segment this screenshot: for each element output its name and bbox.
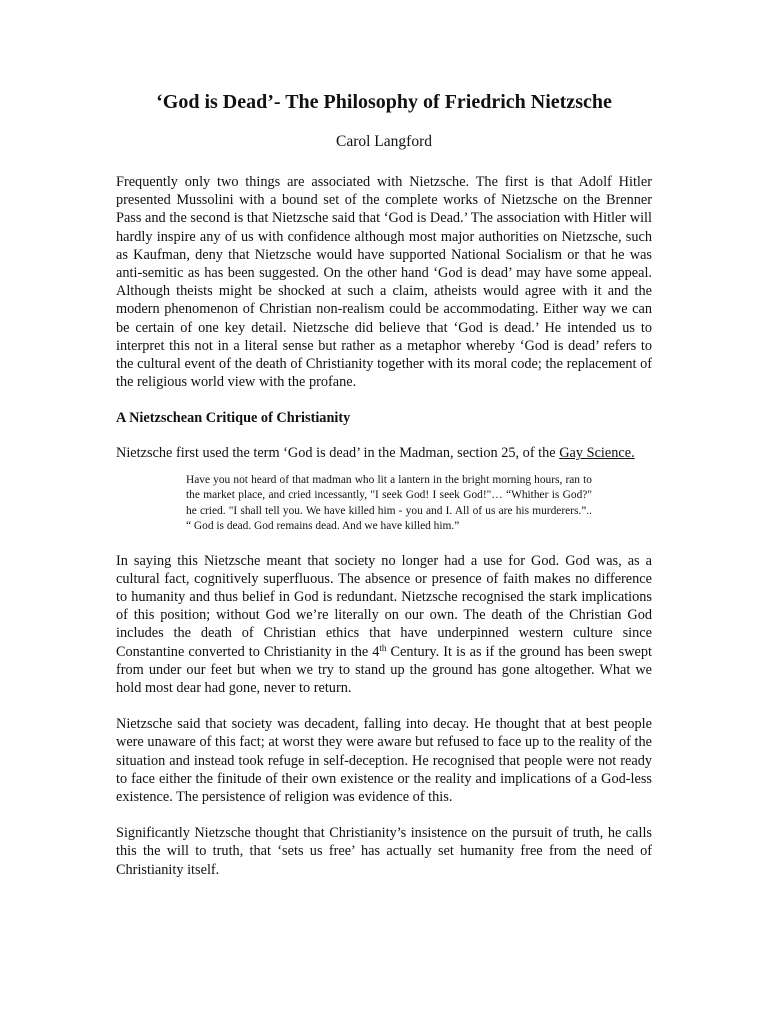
paragraph-text-part-2: Century. It is as if the ground has been swept from under our feet but when we try to stand up the ground has gone altogether. What we hold most dear had gone, never to return. xyxy=(116,643,652,697)
madman-quote: Have you not heard of that madman who lit a lantern in the bright morning hours, ran to the market place, and cried incessantly, "I seek God! I seek God!"… “Whither is God?" he cried. "I shall tell you. We have killed him - you and I. All of us are his murderers.”.. “ God is dead. God remains dead. And we have killed him.” xyxy=(186,473,592,533)
document-author: Carol Langford xyxy=(336,133,432,150)
decadence-paragraph: Nietzsche said that society was decadent, falling into decay. He thought that at best people were unaware of this fact; at worst they were aware but refused to face up to the reality of the situation and instead took refuge in self-deception. He recognised that people were not ready to face either the finitude of their own existence or the reality and implications of a God-less existence. The persistence of religion was evidence of this. xyxy=(116,716,652,806)
gay-science-link[interactable]: Gay Science. xyxy=(559,445,635,462)
intro-paragraph: Frequently only two things are associated with Nietzsche. The first is that Adolf Hitler presented Mussolini with a bound set of the complete works of Nietzsche on the Brenner Pass and the second is that Nietzsche said that ‘God is Dead.’ The association with Hitler will hardly inspire any of us with confidence although most major authorities on Nietzsche, such as Kaufman, deny that Nietzsche would have supported National Socialism or that he was anti-semitic as has been suggested. On the other hand ‘God is dead’ may have some appeal. Although theists might be shocked at such a claim, atheists would agree with it and the modern phenomenon of Christian non-realism could be accommodating. Either way we can be certain of one key detail. Nietzsche did believe that ‘God is dead.’ He intended us to interpret this not in a literal sense but rather as a metaphor whereby ‘God is dead’ refers to the cultural event of the death of Christianity together with its moral code; the replacement of the religious world view with the profane. xyxy=(116,174,652,391)
death-of-god-paragraph xyxy=(116,552,652,698)
section-heading: A Nietzschean Critique of Christianity xyxy=(116,410,351,427)
paragraph-text: Nietzsche first used the term ‘God is dead’ in the Madman, section 25, of the xyxy=(116,445,560,462)
will-to-truth-paragraph: Significantly Nietzsche thought that Christianity’s insistence on the pursuit of truth, he calls this the will to truth, that ‘sets us free’ has actually set humanity free from the need of Christianity itself. xyxy=(116,825,652,878)
document-title: ‘God is Dead’- The Philosophy of Friedrich Nietzsche xyxy=(156,91,612,113)
paragraph-text-part-1: In saying this Nietzsche meant that society no longer had a use for God. God was, as a cultural fact, cognitively superfluous. The absence or presence of faith makes no difference to humanity and thus belief in God is redundant. Nietzsche recognised the stark implications of this position; without God we’re literally on our own. The death of the Christian God includes the death of Christian ethics that have underpinned western culture since Constantine converted to Christianity in the 4 xyxy=(116,552,652,660)
gay-science-paragraph xyxy=(116,444,652,462)
ordinal-superscript: th xyxy=(379,642,387,653)
